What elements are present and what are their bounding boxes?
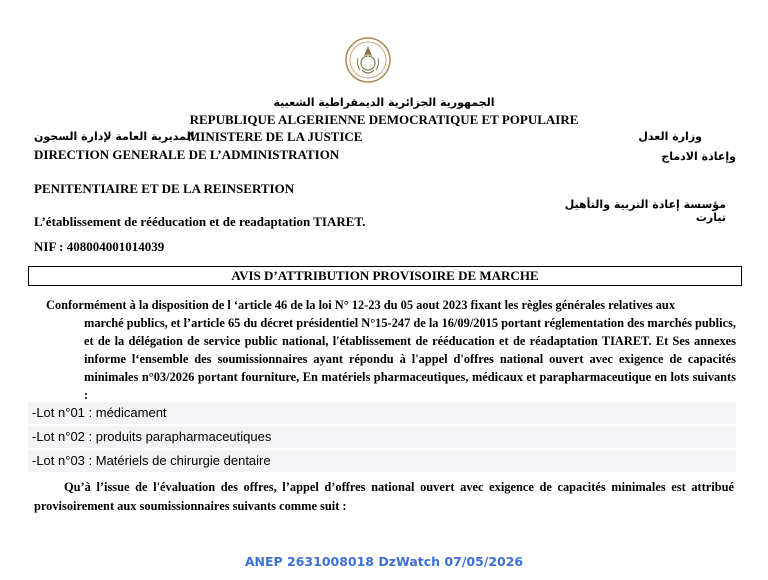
lot-item-3: -Lot n°03 : Matériels de chirurgie dentaire	[28, 450, 736, 472]
intro-first-line: Conformément à la disposition de l ‘article 46 de la loi N° 12-23 du 05 aout 2023 fixant les règles générales relatives aux	[46, 298, 676, 312]
republic-arabic: الجمهورية الجزائرية الديمقراطية الشعبية	[273, 96, 495, 109]
notice-closing: Qu’à l’issue de l'évaluation des offres, l’appel d’offres national ouvert avec exigence de capacités minimales est attribué provisoirement aux soumissionnaires suivants comme suit :	[34, 480, 734, 513]
nif-number: NIF : 408004001014039	[34, 239, 165, 254]
ministry-arabic: وزارة العدل	[638, 130, 702, 143]
etablissement-french: L’établissement de rééducation et de readaptation TIARET.	[34, 214, 366, 229]
reinsertion-arabic: وإعادة الادماج	[661, 150, 736, 163]
etablissement-arabic: مؤسسة إعادة التربية والتأهيل تيارت	[564, 198, 726, 224]
penitentiaire-french: PENITENTIAIRE ET DE LA REINSERTION	[34, 181, 295, 196]
republic-french: REPUBLIQUE ALGERIENNE DEMOCRATIQUE ET POPULAIRE	[189, 112, 579, 127]
direction-french: DIRECTION GENERALE DE L’ADMINISTRATION	[34, 147, 340, 162]
notice-intro	[46, 296, 736, 404]
lot-item-2: -Lot n°02 : produits parapharmaceutiques	[28, 426, 736, 448]
direction-arabic: المديرية العامة لإدارة السجون	[34, 130, 195, 143]
footer-reference: ANEP 2631008018 DzWatch 07/05/2026	[244, 554, 524, 569]
intro-rest: marché publics, et l’article 65 du décret présidentiel N°15-247 de la 16/09/2015 portant réglementation des marchés publics, et de la délégation de service public national, l'établissement de rééducation et de réadaptation TIARET. Et Ses annexes informe l‘ensemble des soumissionnaires ayant répondu à l'appel d'offres national ouvert avec exigence de capacités minimales n°03/2026 portant fourniture, En matériels pharmaceutiques, médicaux et parapharmaceutique en lots suivants :	[84, 316, 736, 402]
ministry-french: MINISTERE DE LA JUSTICE	[188, 129, 363, 144]
notice-title: AVIS D’ATTRIBUTION PROVISOIRE DE MARCHE	[28, 266, 742, 286]
lot-item-1: -Lot n°01 : médicament	[28, 402, 736, 424]
algeria-emblem-icon	[344, 36, 392, 84]
